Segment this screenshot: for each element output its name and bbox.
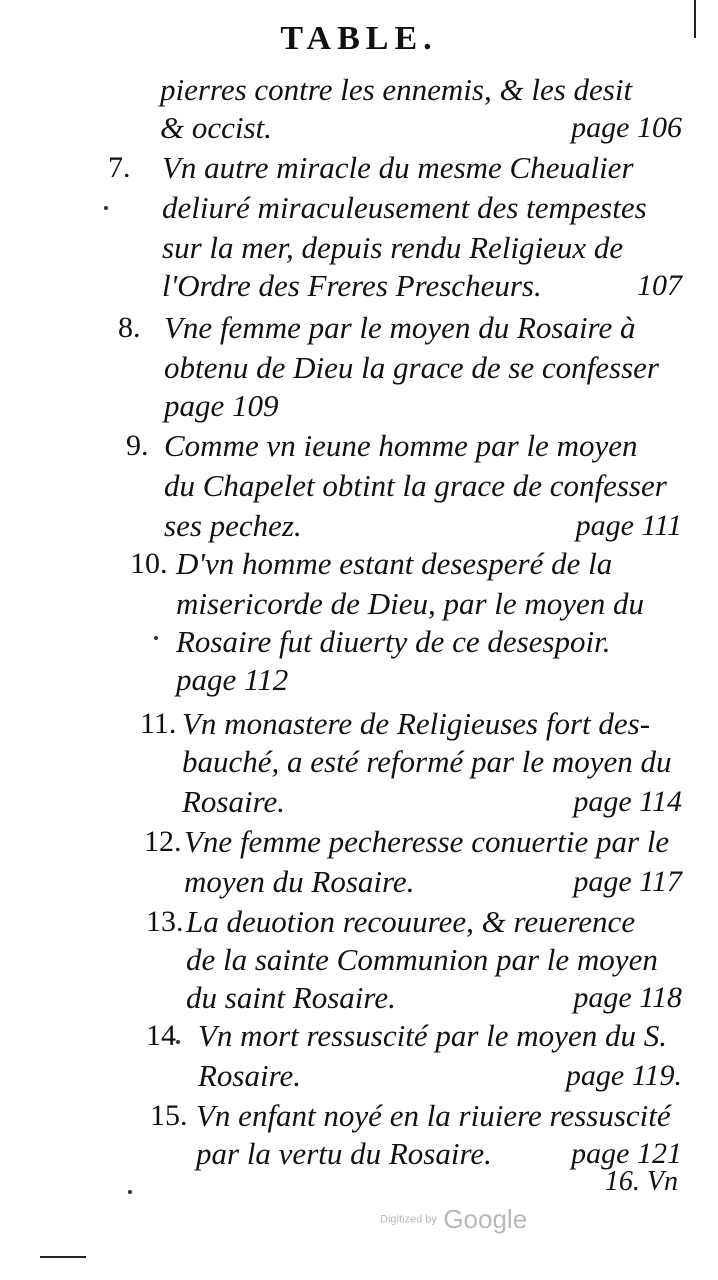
entry-page-ref: page 114 bbox=[573, 785, 682, 818]
entry-line: ses pechez. bbox=[164, 508, 302, 543]
entry-line: Vne femme par le moyen du Rosaire à bbox=[164, 310, 636, 345]
entry-number: 9. bbox=[126, 429, 149, 462]
entry-page-ref: page 111 bbox=[575, 509, 682, 542]
google-watermark bbox=[380, 1204, 527, 1235]
entry-line: du saint Rosaire. bbox=[186, 980, 396, 1015]
entry-line: pierres contre les ennemis, & les desit bbox=[160, 72, 633, 107]
entry-line: l'Ordre des Freres Prescheurs. bbox=[162, 268, 542, 303]
entry-line: obtenu de Dieu la grace de se confesser bbox=[164, 350, 660, 385]
entry-line: Vn autre miracle du mesme Cheualier bbox=[162, 150, 634, 185]
entry-number: 15. bbox=[150, 1099, 188, 1132]
ink-speck bbox=[128, 1190, 132, 1194]
entry-line: du Chapelet obtint la grace de confesser bbox=[164, 468, 667, 503]
catchword: 16. Vn bbox=[604, 1166, 678, 1197]
page-title: TABLE. bbox=[280, 20, 438, 57]
entry-line: par la vertu du Rosaire. bbox=[196, 1136, 492, 1171]
entry-line: misericorde de Dieu, par le moyen du bbox=[176, 586, 645, 621]
entry-line: Rosaire. bbox=[198, 1058, 302, 1093]
entry-line: deliuré miraculeusement des tempestes bbox=[162, 190, 647, 225]
entry-number: 8. bbox=[118, 311, 141, 344]
entry-line: Vn monastere de Religieuses fort des- bbox=[182, 706, 651, 741]
ink-speck bbox=[176, 1040, 180, 1044]
entry-page-ref: 107 bbox=[637, 269, 682, 302]
entry-line: page 109 bbox=[164, 388, 279, 423]
entry-number: 11. bbox=[140, 707, 177, 740]
entry-line: Vne femme pecheresse conuertie par le bbox=[184, 824, 670, 859]
ink-speck bbox=[104, 206, 108, 210]
entry-line: La deuotion recouuree, & reuerence bbox=[186, 904, 636, 939]
entry-number: 12. bbox=[144, 825, 182, 858]
entry-line: bauché, a esté reformé par le moyen du bbox=[182, 744, 672, 779]
entry-line: moyen du Rosaire. bbox=[184, 864, 415, 899]
entry-page-ref: page 118 bbox=[573, 981, 682, 1014]
entry-number: 10. bbox=[130, 547, 168, 580]
entry-number: 7. bbox=[108, 151, 131, 184]
ink-speck bbox=[154, 636, 158, 640]
entry-line: Rosaire fut diuerty de ce desespoir. bbox=[176, 624, 611, 659]
entry-line: & occist. bbox=[160, 110, 272, 145]
entry-page-ref: page 119. bbox=[565, 1059, 682, 1092]
watermark-prefix: Digitized by bbox=[380, 1213, 437, 1226]
entry-line: de la sainte Communion par le moyen bbox=[186, 942, 658, 977]
entry-number: 14 bbox=[146, 1019, 176, 1052]
entry-line: Vn mort ressuscité par le moyen du S. bbox=[198, 1018, 667, 1053]
entry-page-ref: page 121 bbox=[571, 1137, 682, 1170]
entry-line: Vn enfant noyé en la riuiere ressuscité bbox=[196, 1098, 671, 1133]
entry-line: D'vn homme estant desesperé de la bbox=[176, 546, 613, 581]
bottom-rule bbox=[40, 1256, 86, 1258]
entry-page-ref: page 106 bbox=[571, 111, 682, 144]
entry-line: page 112 bbox=[176, 662, 289, 697]
entry-line: Comme vn ieune homme par le moyen bbox=[164, 428, 638, 463]
entry-number: 13. bbox=[146, 905, 184, 938]
watermark-brand: Google bbox=[443, 1204, 528, 1234]
entry-page-ref: page 117 bbox=[573, 865, 682, 898]
entry-line: sur la mer, depuis rendu Religieux de bbox=[162, 230, 624, 265]
entry-line: Rosaire. bbox=[182, 784, 286, 819]
